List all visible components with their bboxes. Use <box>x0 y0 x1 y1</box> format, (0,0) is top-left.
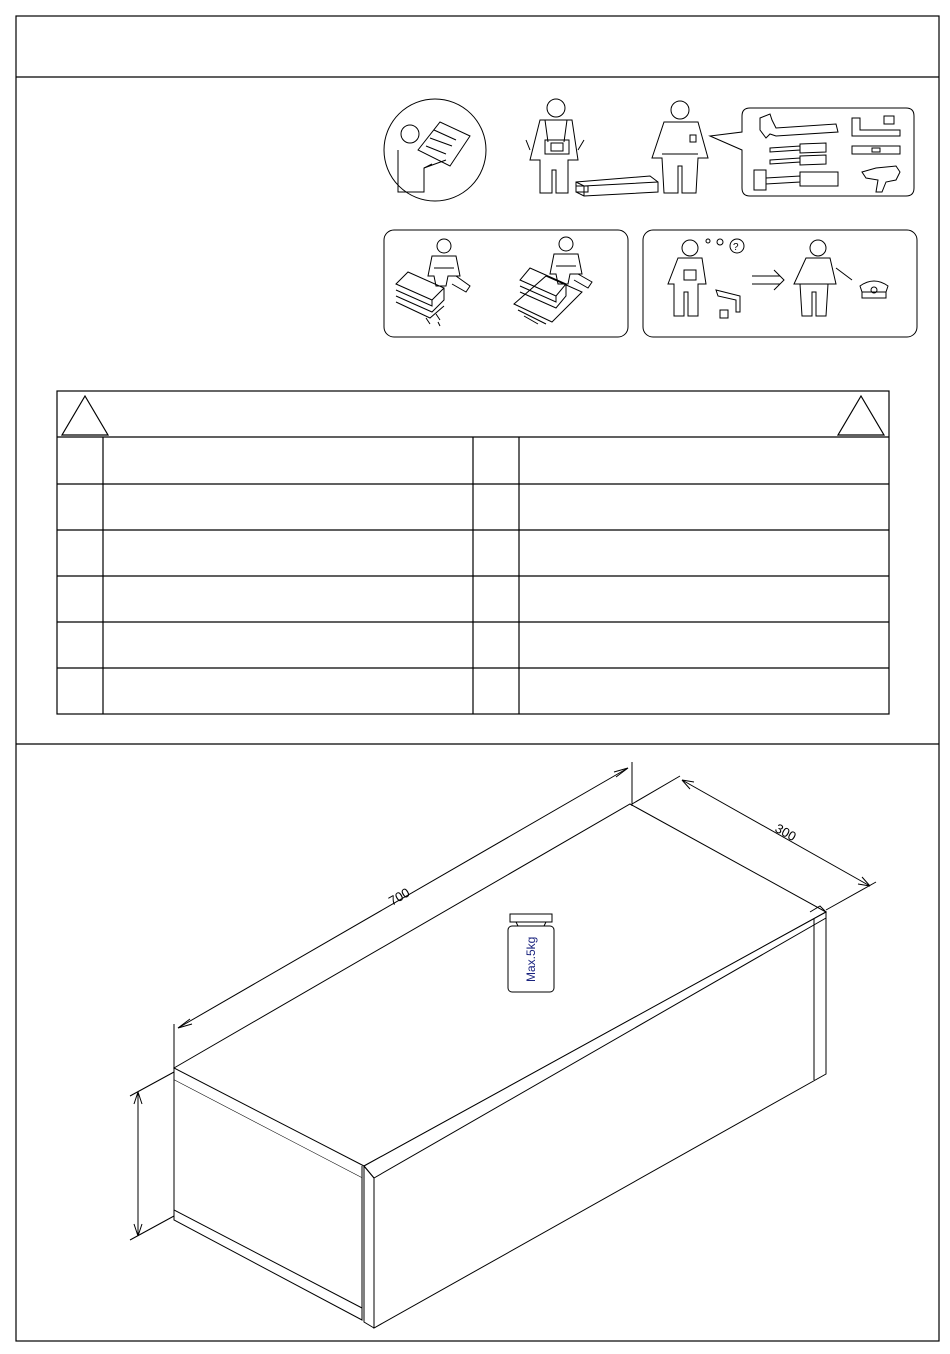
svg-text:?: ? <box>733 242 739 253</box>
mallet-icon <box>754 170 838 190</box>
header-band <box>17 17 938 76</box>
tools-bubble-icon <box>710 108 914 196</box>
height-dimension <box>130 1072 174 1240</box>
read-manual-icon <box>384 99 486 201</box>
call-support-icon <box>643 230 917 337</box>
width-label: 700 <box>386 884 413 909</box>
warning-triangle-icon <box>838 396 884 435</box>
max-weight-tag <box>508 914 554 992</box>
drill-icon <box>862 166 900 192</box>
shelf-drawing <box>174 804 826 1328</box>
two-person-lift-icon <box>526 99 708 196</box>
warning-table <box>57 391 889 714</box>
square-ruler-icon <box>852 118 900 136</box>
depth-label: 300 <box>772 820 799 845</box>
hammer-icon <box>760 114 838 138</box>
protect-floor-icon <box>384 230 628 337</box>
warning-triangle-icon <box>62 396 108 435</box>
screwdriver-icon <box>770 143 826 165</box>
spirit-level-icon <box>852 146 900 154</box>
max-weight-label: Max.5kg <box>524 936 538 982</box>
